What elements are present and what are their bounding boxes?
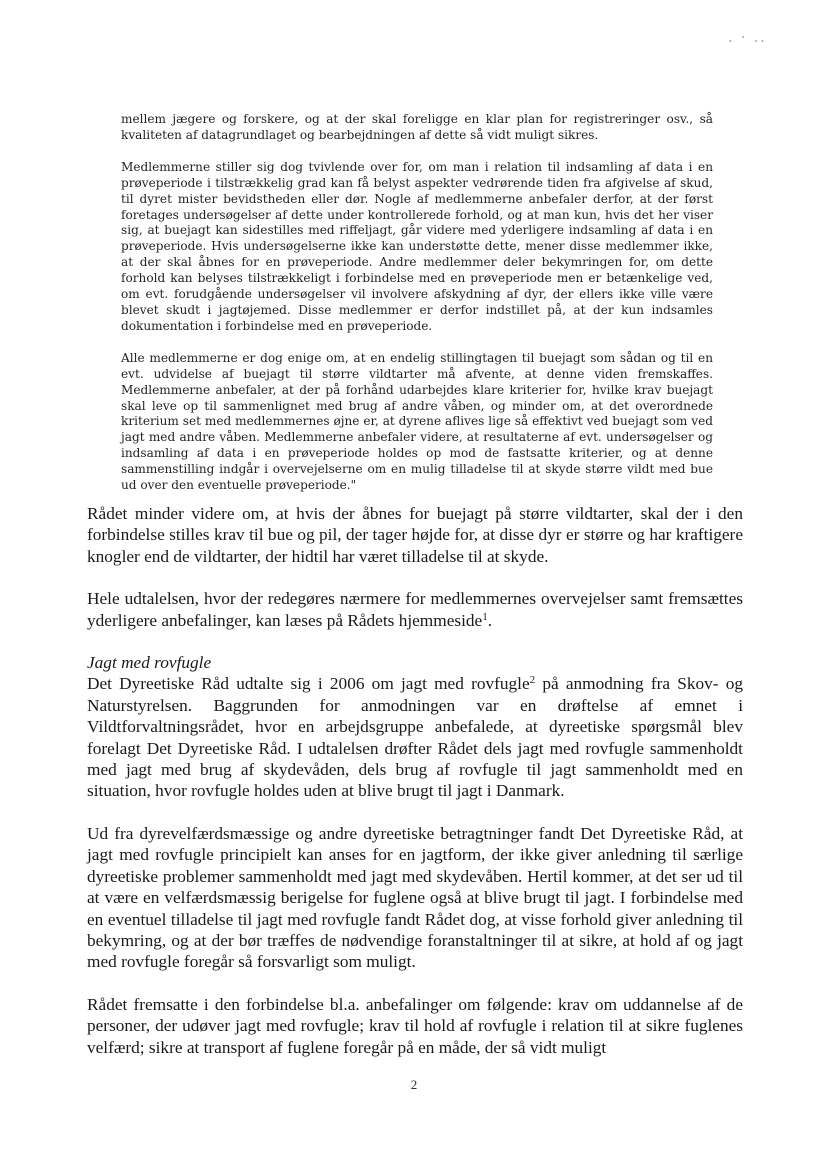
body-paragraph-3 [87,673,743,801]
body-paragraph-2-text: Hele udtalelsen, hvor der redegøres nærmere for medlemmernes overvejelser samt fremsættes yderligere anbefalinger, kan læses på Rådets hjemmeside [87,589,743,630]
section-heading: Jagt med rovfugle [87,653,212,673]
footnote-ref-2[interactable]: 2 [529,674,536,687]
body-paragraph-2 [87,588,743,631]
quoted-block [121,112,713,510]
page-number: 2 [410,1077,418,1092]
body-paragraph-5: Rådet fremsatte i den forbindelse bl.a. anbefalinger om følgende: krav om uddannelse af de personer, der udøver jagt med rovfugle; krav til hold af rovfugle i relation til at sikre fuglenes velfærd; sikre at transport af fuglene foregår på en måde, der så vidt muligt [87,994,743,1057]
footnote-ref-1[interactable]: 1 [482,610,488,623]
scan-artifact: . · .. [728,30,767,46]
body-paragraph-2-end: . [487,610,493,630]
quote-paragraph-1: mellem jægere og forskere, og at der skal foreligge en klar plan for registreringer osv., så kvaliteten af datagrundlaget og bearbejdningen af dette så vidt muligt sikres. [121,112,713,142]
quote-paragraph-2: Medlemmerne stiller sig dog tvivlende over for, om man i relation til indsamling af data i en prøveperiode i tilstrækkelig grad kan få belyst aspekter vedrørende tiden fra afgivelse af skud, til dyret mister bevidstheden eller dør. Nogle af medlemmerne anbefaler derfor, at der først foretages undersøgelser af dette under kontrollerede forhold, og at man kun, hvis det her viser sig, at buejagt kan sidestilles med riffeljagt, går videre med yderligere indsamling af data i en prøveperiode. Hvis undersøgelserne ikke kan understøtte dette, mener disse medlemmer ikke, at der skal åbnes for en prøveperiode. Andre medlemmer deler bekymringen for, om dette forhold kan belyses tilstrækkeligt i forbindelse med en prøveperiode men er betænkelige ved, om evt. forudgående undersøgelser vil involvere afskydning af dyr, der ellers ikke ville være blevet skudt i jagtøjemed. Disse medlemmer er derfor indstillet på, at der kun indsamles dokumentation i forbindelse med en prøveperiode. [121,159,713,333]
quote-paragraph-3: Alle medlemmerne er dog enige om, at en endelig stillingtagen til buejagt som sådan og til en evt. udvidelse af buejagt til større vildtarter må afvente, at denne viden fremskaffes. Medlemmerne anbefaler, at der på forhånd udarbejdes klare kriterier for, hvilke krav buejagt skal leve op til sammenlignet med brug af andre våben, og minder om, at det overordnede kriterium set med medlemmernes øjne er, at dyrene aflives lige så effektivt ved buejagt som ved jagt med andre våben. Medlemmerne anbefaler videre, at resultaterne af evt. undersøgelser og indsamling af data i en prøveperiode holdes op mod de fastsatte kriterier, og at denne sammenstilling indgår i overvejelserne om en mulig tilladelse til at skyde større vildt med bue ud over den eventuelle prøveperiode." [121,350,713,493]
body-paragraph-3-rest: på anmodning fra Skov- og Naturstyrelsen. Baggrunden for anmodningen var en drøftelse af emnet i Vildtforvaltningsrådet, hvor en arbejdsgruppe anbefalede, at dyreetiske spørgsmål blev forelagt Det Dyreetiske Råd. I udtalelsen drøfter Rådet dels jagt med rovfugle sammenholdt med jagt med brug af skydevåden, dels brug af rovfugle til jagt sammenholdt med en situation, hvor rovfugle holdes uden at blive brugt til jagt i Danmark. [87,674,744,801]
body-paragraph-1: Rådet minder videre om, at hvis der åbnes for buejagt på større vildtarter, skal der i den forbindelse stilles krav til bue og pil, der tager højde for, at disse dyr er større og har kraftigere knogler end de vildtarter, der hidtil har været tilladelse til at skyde. [87,504,743,566]
body-paragraph-4: Ud fra dyrevelfærdsmæssige og andre dyreetiske betragtninger fandt Det Dyreetiske Råd, at jagt med rovfugle principielt kan anses for en jagtform, der ikke giver anledning til særlige dyreetiske problemer sammenholdt med jagt med skydevåben. Hertil kommer, at det ser ud til at være en velfærdsmæssig berigelse for fuglene også at blive brugt til jagt. I forbindelse med en eventuel tilladelse til jagt med rovfugle fandt Rådet dog, at visse forhold giver anledning til bekymring, og at der bør træffes de nødvendige foranstaltninger til at sikre, at hold af og jagt med rovfugle foregår så forsvarligt som muligt. [87,823,743,972]
main-text [87,503,743,1079]
body-paragraph-3-start: Det Dyreetiske Råd udtalte sig i 2006 om jagt med rovfugle [87,674,530,694]
